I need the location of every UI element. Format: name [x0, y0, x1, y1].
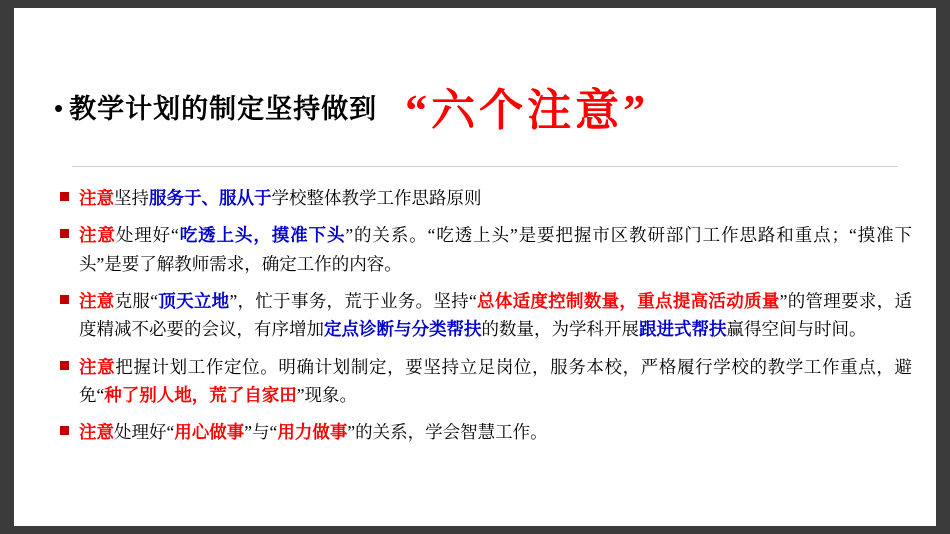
list-item	[60, 353, 912, 410]
slide-title	[54, 70, 904, 142]
title-accent-text: “六个注意”	[405, 86, 650, 135]
title-main-text: 教学计划的制定坚持做到	[69, 93, 378, 124]
list-item-text: 注意把握计划工作定位。明确计划制定，要坚持立足岗位，服务本校，严格履行学校的教学工作重点，避免“种了别人地，荒了自家田”现象。	[79, 356, 913, 406]
content-list	[60, 184, 912, 456]
square-bullet-icon	[60, 426, 69, 435]
list-item-text: 注意克服“顶天立地”，忙于事务，荒于业务。坚持“总体适度控制数量，重点提高活动质量”的管理要求，适度精减不必要的会议，有序增加定点诊断与分类帮扶的数量，为学科开展跟进式帮扶赢得空间与时间。	[79, 291, 912, 340]
square-bullet-icon	[60, 295, 69, 304]
list-item-text: 注意坚持服务于、服从于学校整体教学工作思路原则	[79, 188, 482, 208]
list-item	[60, 287, 912, 344]
square-bullet-icon	[60, 192, 69, 201]
list-item-text: 注意处理好“用心做事”与“用力做事”的关系，学会智慧工作。	[79, 422, 548, 443]
square-bullet-icon	[60, 361, 69, 370]
list-item	[60, 221, 912, 278]
slide-canvas	[14, 8, 936, 526]
title-divider	[72, 166, 898, 167]
list-item	[60, 184, 912, 212]
list-item	[60, 418, 912, 446]
list-item-text: 注意处理好“吃透上头，摸准下头”的关系。“吃透上头”是要把握市区教研部门工作思路和重点；“摸准下头”是要了解教师需求，确定工作的内容。	[79, 225, 912, 274]
title-bullet-icon: •	[54, 93, 64, 123]
square-bullet-icon	[60, 229, 69, 238]
